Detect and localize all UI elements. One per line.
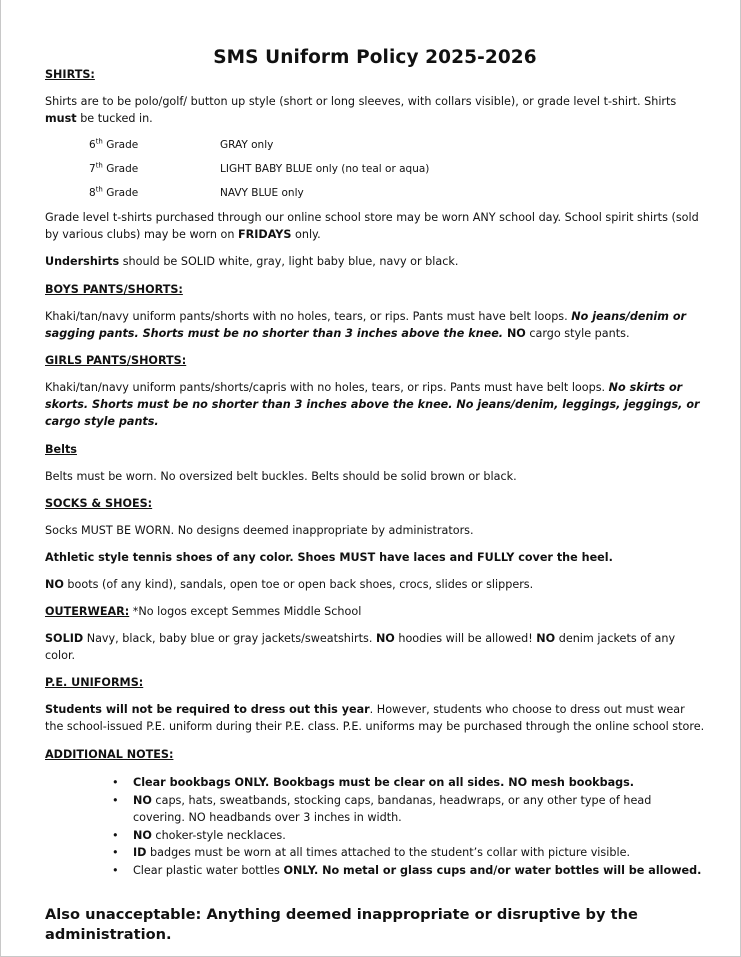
tshirts-paragraph: Grade level t-shirts purchased through our online school store may be worn ANY school day. School spirit shirts (sold by various clubs) may be worn on FRIDAYS only.: [45, 211, 699, 241]
footer-statement: Also unacceptable: Anything deemed inappropriate or disruptive by the administration.: [45, 906, 638, 943]
grade-color: LIGHT BABY BLUE only (no teal or aqua): [220, 163, 430, 175]
shirts-intro-text: Shirts are to be polo/golf/ button up style (short or long sleeves, with collars visible), or grade level t-shirt. Shirts: [45, 95, 677, 108]
additional-heading: ADDITIONAL NOTES:: [45, 748, 174, 761]
page-title: SMS Uniform Policy 2025-2026: [213, 47, 537, 68]
grade-row-7: [89, 161, 705, 177]
grade-label: 7th Grade: [89, 161, 139, 175]
socks-line: Socks MUST BE WORN. No designs deemed inappropriate by administrators.: [45, 524, 474, 537]
grade-color-list: [45, 137, 705, 201]
bullet-icon: •: [112, 828, 119, 842]
belts-paragraph: Belts must be worn. No oversized belt buckles. Belts should be solid brown or black.: [45, 470, 517, 483]
list-item: • ID badges must be worn at all times attached to the student’s collar with picture visible.: [133, 844, 705, 862]
pe-paragraph: Students will not be required to dress out this year. However, students who choose to dress out must wear the school-issued P.E. uniform during their P.E. class. P.E. uniforms may be purchased through the online school store.: [45, 703, 705, 733]
grade-row-8: [89, 185, 705, 201]
footwear-restrictions: NO boots (of any kind), sandals, open toe or open back shoes, crocs, slides or slippers.: [45, 578, 534, 591]
grade-color: GRAY only: [220, 139, 274, 151]
boys-paragraph: Khaki/tan/navy uniform pants/shorts with no holes, tears, or rips. Pants must have belt loops. No jeans/denim or sagging pants. Shorts must be no shorter than 3 inches above the knee. NO cargo style pants.: [45, 310, 687, 340]
grade-color: NAVY BLUE only: [220, 187, 304, 199]
bullet-icon: •: [112, 793, 119, 807]
grade-label: 6th Grade: [89, 137, 139, 151]
shirts-intro-must: must: [45, 112, 77, 125]
grade-label: 8th Grade: [89, 185, 139, 199]
additional-notes-list: [45, 774, 705, 879]
grade-row-6: [89, 137, 705, 153]
shirts-intro: [45, 93, 705, 127]
outerwear-heading-line: [45, 603, 705, 620]
policy-content: [45, 46, 705, 945]
boys-heading: BOYS PANTS/SHORTS:: [45, 283, 183, 296]
list-item: • NO choker-style necklaces.: [133, 827, 705, 845]
bullet-icon: •: [112, 863, 119, 877]
undershirts-paragraph: Undershirts should be SOLID white, gray, light baby blue, navy or black.: [45, 255, 459, 268]
shoes-line: Athletic style tennis shoes of any color. Shoes MUST have laces and FULLY cover the heel.: [45, 551, 613, 564]
list-item: • Clear bookbags ONLY. Bookbags must be clear on all sides. NO mesh bookbags.: [133, 774, 705, 792]
pe-heading: P.E. UNIFORMS:: [45, 676, 144, 689]
list-item: • Clear plastic water bottles ONLY. No metal or glass cups and/or water bottles will be allowed.: [133, 862, 705, 880]
girls-heading: GIRLS PANTS/SHORTS:: [45, 354, 187, 367]
socks-heading: SOCKS & SHOES:: [45, 497, 153, 510]
bullet-icon: •: [112, 776, 119, 789]
shirts-heading: SHIRTS:: [45, 68, 95, 81]
girls-paragraph: Khaki/tan/navy uniform pants/shorts/capris with no holes, tears, or rips. Pants must have belt loops. No skirts or skorts. Shorts must be no shorter than 3 inches above the knee. No jeans/denim, leggings, jeggings, or cargo style pants.: [45, 381, 700, 428]
shirts-intro-end: be tucked in.: [76, 112, 153, 125]
list-item: • NO caps, hats, sweatbands, stocking caps, bandanas, headwraps, or any other type of head covering. NO headbands over 3 inches in width.: [112, 793, 652, 824]
outerwear-note: *No logos except Semmes Middle School: [129, 605, 362, 618]
outerwear-paragraph: SOLID Navy, black, baby blue or gray jackets/sweatshirts. NO hoodies will be allowed! NO denim jackets of any color.: [45, 632, 676, 662]
bullet-icon: •: [112, 846, 119, 859]
outerwear-heading: OUTERWEAR:: [45, 605, 130, 618]
belts-heading: Belts: [45, 443, 77, 456]
